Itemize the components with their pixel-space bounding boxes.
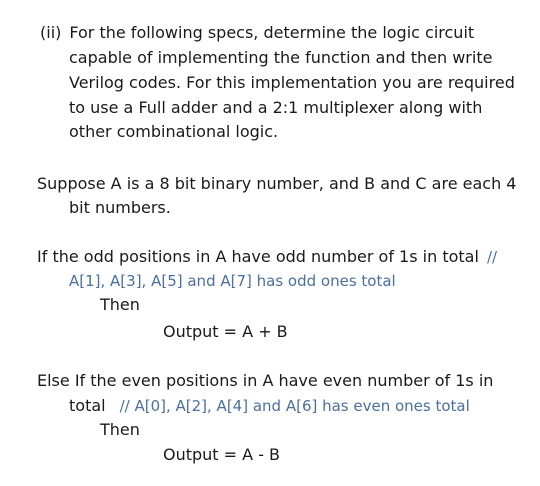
- supposition-line-2: bit numbers.: [69, 198, 171, 217]
- even-then: Then: [100, 420, 140, 439]
- odd-comment-text: A[1], A[3], A[5] and A[7] has odd ones total: [69, 272, 396, 290]
- even-condition-total: total: [69, 396, 106, 415]
- odd-condition-line: If the odd positions in A have odd number of 1s in total: [37, 247, 479, 266]
- odd-then: Then: [100, 295, 140, 314]
- odd-output: Output = A + B: [163, 322, 288, 341]
- even-output: Output = A - B: [163, 445, 281, 464]
- even-comment-text: // A[0], A[2], A[4] and A[6] has even ones total: [119, 397, 470, 415]
- even-condition-line-2: [69, 396, 470, 416]
- question-number: (ii): [40, 23, 62, 42]
- question-text-2: capable of implementing the function and then write: [69, 48, 493, 67]
- supposition-line-1: Suppose A is a 8 bit binary number, and B and C are each 4: [37, 174, 517, 193]
- question-text-4: to use a Full adder and a 2:1 multiplexer along with: [69, 98, 483, 117]
- question-line-1: [40, 23, 474, 43]
- question-text-3: Verilog codes. For this implementation you are required: [69, 73, 515, 92]
- question-text-5: other combinational logic.: [69, 122, 279, 141]
- even-condition-line: Else If the even positions in A have even number of 1s in: [37, 371, 494, 390]
- question-text-1: For the following specs, determine the logic circuit: [69, 23, 475, 42]
- odd-comment-marker: //: [487, 248, 498, 266]
